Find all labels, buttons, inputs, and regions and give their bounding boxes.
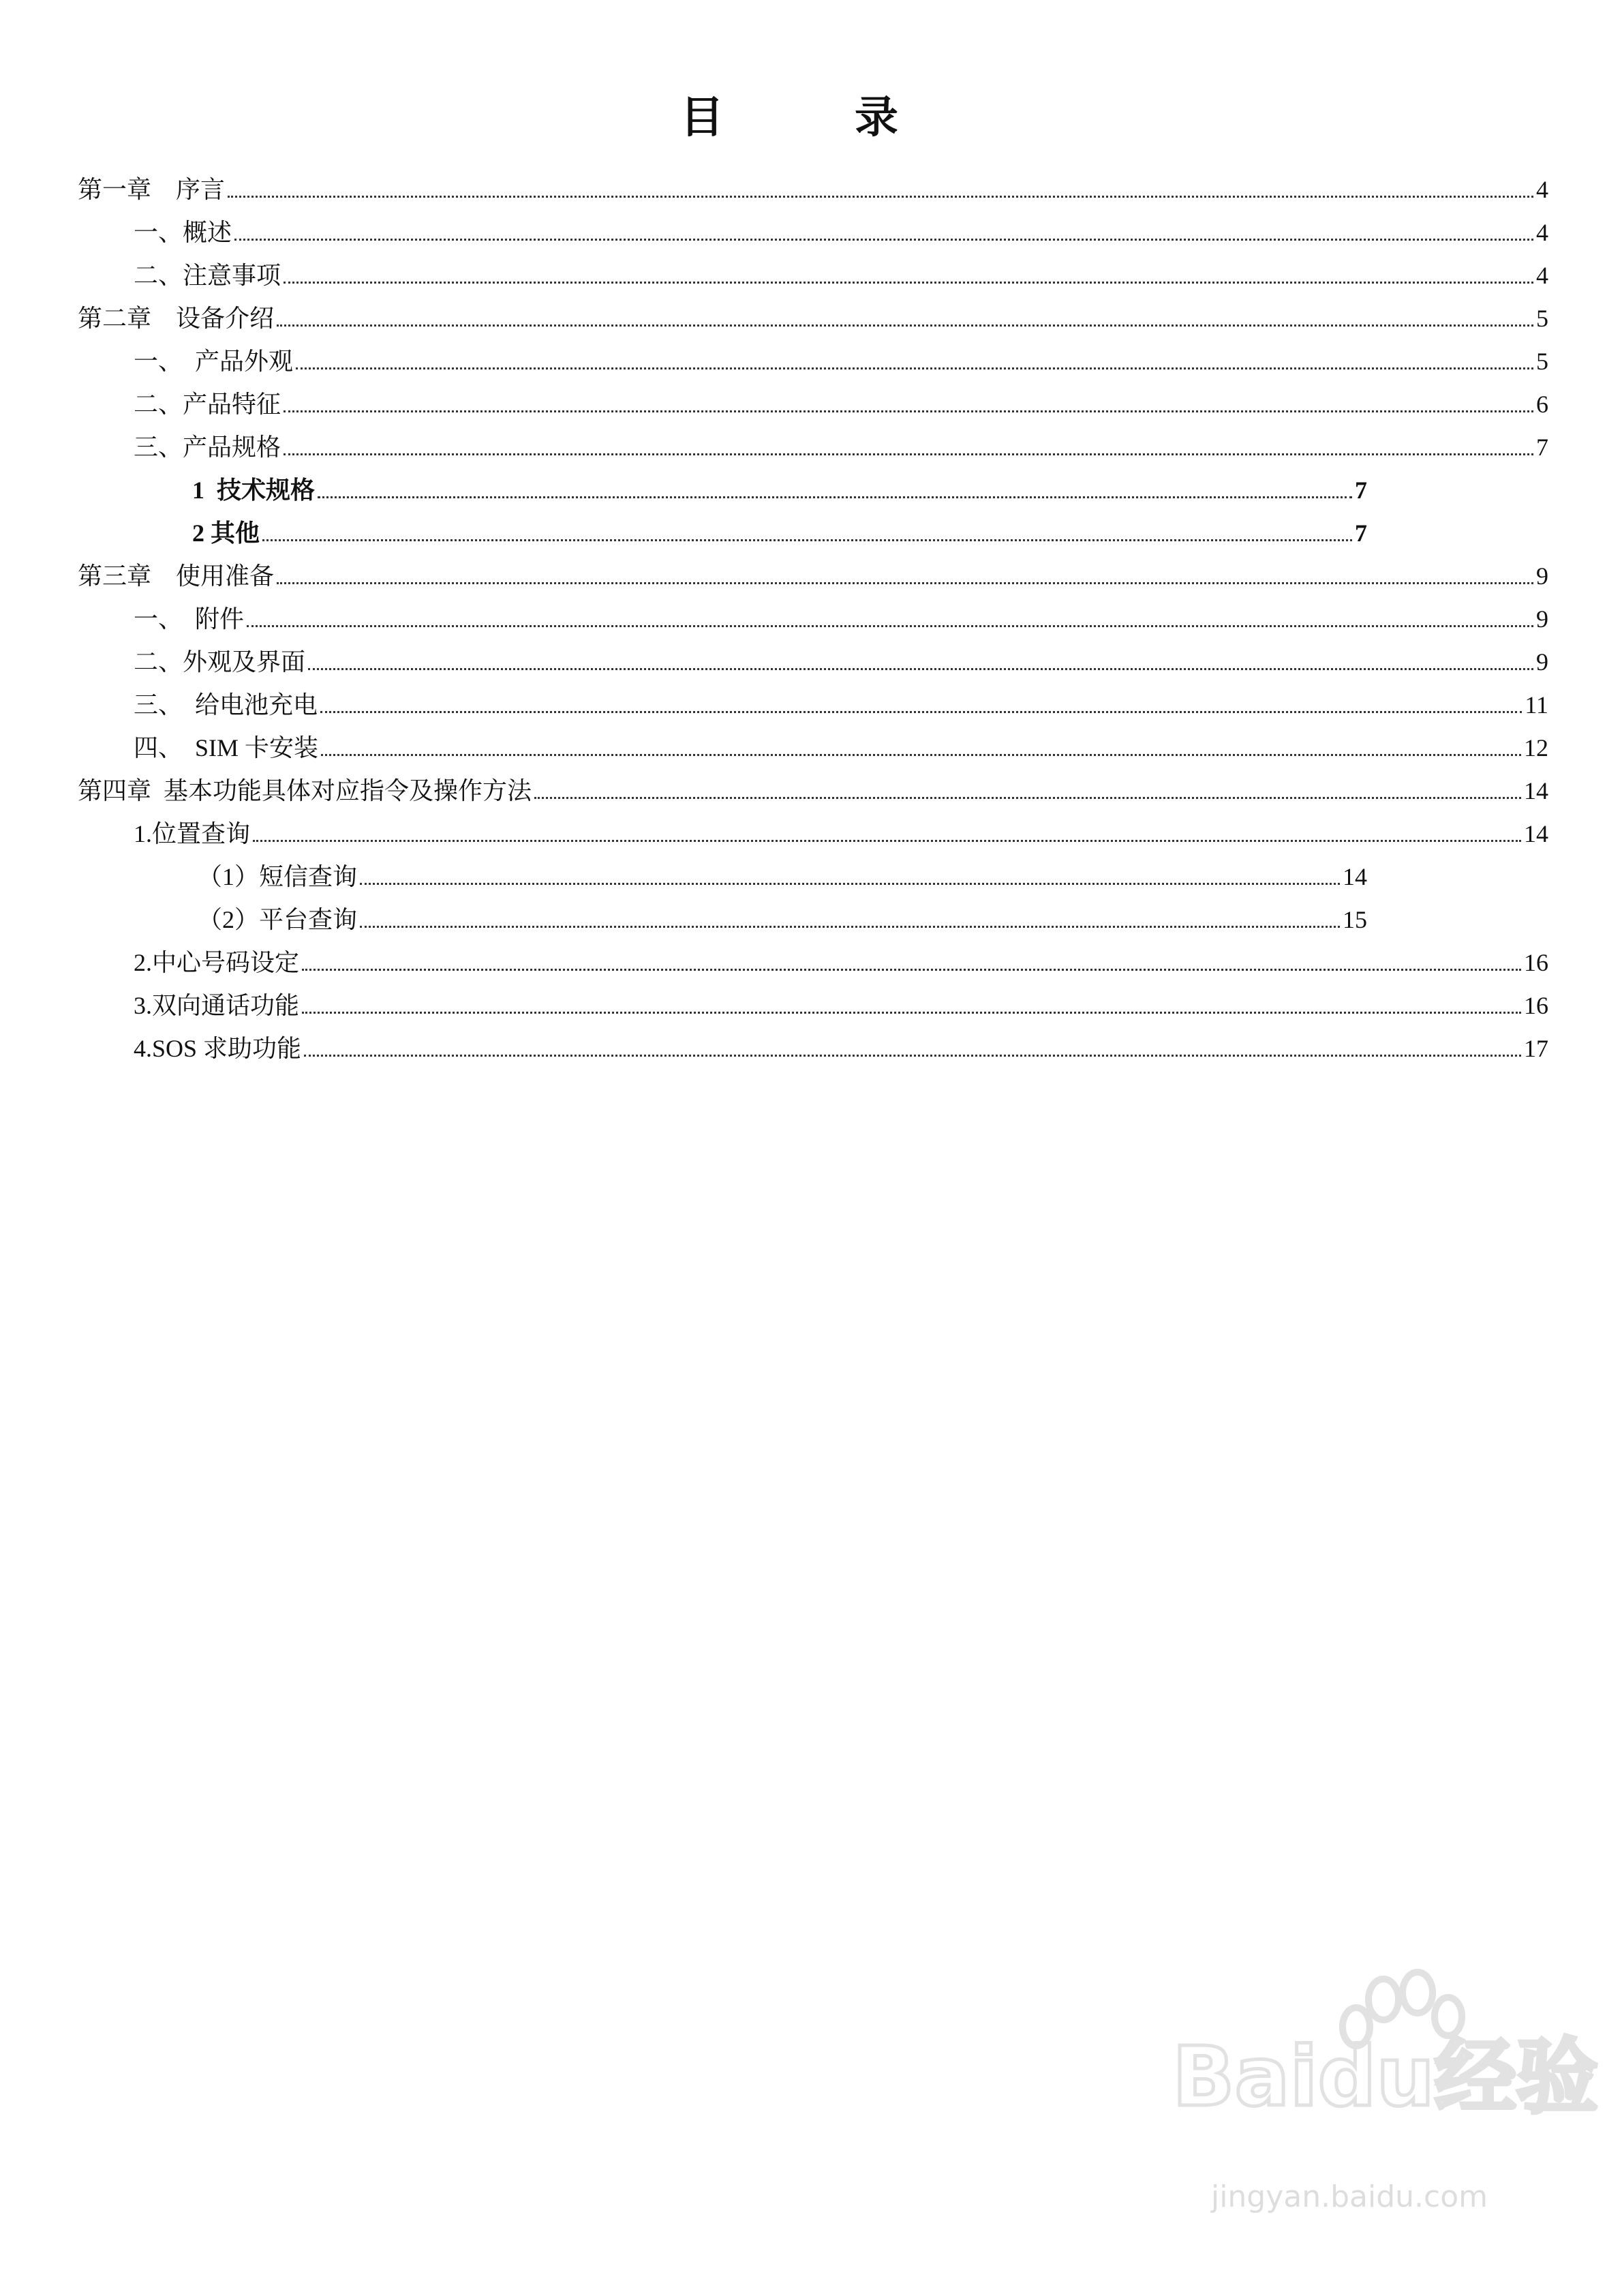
toc-entry-page: 17 (1524, 1035, 1548, 1062)
toc-dot-leader (247, 625, 1533, 627)
toc-entry-page: 5 (1536, 348, 1548, 375)
toc-entry-label: 二、外观及界面 (134, 648, 306, 676)
toc-entry-label: 第二章 设备介绍 (78, 305, 275, 332)
toc-dot-leader (284, 282, 1533, 284)
toc-entry-label: （1）短信查询 (198, 863, 358, 890)
toc-entry-page: 14 (1524, 777, 1548, 804)
toc-entry-label: 二、产品特征 (134, 391, 281, 418)
toc-entry[interactable] (192, 466, 1367, 505)
toc-dot-leader (321, 754, 1521, 756)
toc-entry[interactable] (134, 423, 1548, 462)
toc-title: 目 录 (680, 93, 942, 142)
toc-entry-label: 4.SOS 求助功能 (134, 1035, 302, 1062)
toc-entry-page: 7 (1355, 477, 1367, 504)
toc-dot-leader (302, 969, 1521, 971)
toc-entry[interactable] (134, 208, 1548, 247)
toc-entry-page: 16 (1524, 992, 1548, 1019)
baidu-jingyan-watermark (1159, 1969, 1598, 2214)
toc-entry[interactable] (134, 938, 1548, 978)
toc-entry[interactable] (134, 251, 1548, 290)
toc-entry[interactable] (198, 852, 1367, 892)
toc-dot-leader (284, 410, 1533, 412)
toc-entry[interactable] (134, 380, 1548, 419)
toc-entry-label: 3.双向通话功能 (134, 992, 300, 1019)
toc-dot-leader (360, 926, 1340, 928)
toc-entry[interactable] (134, 1024, 1548, 1063)
toc-entry-page: 6 (1536, 391, 1548, 418)
toc-entry-page: 15 (1343, 906, 1367, 933)
baidu-jingyan-logo-text: Baidu经验 (1172, 2030, 1598, 2125)
toc-entry-label: 1 技术规格 (192, 477, 316, 504)
toc-dot-leader (277, 324, 1533, 327)
toc-entry-page: 5 (1536, 305, 1548, 332)
toc-entry[interactable] (198, 895, 1367, 935)
toc-entry-label: 2 其他 (192, 519, 260, 547)
toc-entry-page: 9 (1536, 648, 1548, 676)
toc-dot-leader (277, 582, 1533, 584)
baidu-paw-logo-icon (1159, 1969, 1598, 2173)
toc-dot-leader (284, 453, 1533, 455)
toc-entry[interactable] (134, 637, 1548, 677)
toc-entry[interactable] (134, 723, 1548, 763)
toc-entry[interactable] (134, 337, 1548, 376)
toc-entry-label: 一、 附件 (134, 605, 245, 633)
toc-entry[interactable] (78, 294, 1548, 333)
toc-entry-label: 第一章 序言 (78, 176, 226, 203)
toc-entry-page: 9 (1536, 562, 1548, 590)
toc-entry[interactable] (78, 552, 1548, 591)
toc-entry-label: 第四章 基本功能具体对应指令及操作方法 (78, 777, 532, 804)
toc-dot-leader (234, 239, 1533, 241)
toc-entry-page: 7 (1355, 519, 1367, 547)
toc-entry-page: 4 (1536, 219, 1548, 246)
watermark-url: jingyan.baidu.com (1210, 2179, 1488, 2214)
toc-dot-leader (228, 196, 1533, 198)
toc-entry-label: 二、注意事项 (134, 262, 281, 289)
toc-dot-leader (318, 496, 1352, 498)
toc-entry-page: 16 (1524, 949, 1548, 976)
toc-dot-leader (534, 797, 1521, 799)
toc-entry[interactable] (134, 981, 1548, 1021)
toc-entry-page: 7 (1536, 434, 1548, 461)
toc-entry[interactable] (192, 509, 1367, 548)
toc-entry[interactable] (134, 680, 1548, 720)
toc-entry-label: 2.中心号码设定 (134, 949, 300, 976)
toc-entry-label: 四、 SIM 卡安装 (134, 734, 319, 761)
toc-entry-label: 三、产品规格 (134, 434, 281, 461)
toc-entry-page: 9 (1536, 605, 1548, 633)
toc-dot-leader (360, 883, 1340, 885)
toc-entry-page: 11 (1525, 691, 1548, 719)
toc-dot-leader (262, 539, 1352, 541)
toc-entry-page: 4 (1536, 262, 1548, 289)
toc-entry[interactable] (78, 165, 1548, 205)
toc-entry-label: （2）平台查询 (198, 906, 358, 933)
toc-entry-label: 一、概述 (134, 219, 232, 246)
toc-entry-label: 第三章 使用准备 (78, 562, 275, 590)
toc-entry-label: 三、 给电池充电 (134, 691, 318, 719)
toc-entry-label: 1.位置查询 (134, 820, 251, 847)
toc-dot-leader (302, 1012, 1521, 1014)
toc-dot-leader (304, 1055, 1521, 1057)
toc-dot-leader (308, 668, 1533, 670)
toc-entry[interactable] (134, 809, 1548, 849)
toc-dot-leader (253, 840, 1521, 842)
toc-entry[interactable] (134, 594, 1548, 634)
toc-dot-leader (296, 367, 1533, 369)
toc-entry-label: 一、 产品外观 (134, 348, 294, 375)
toc-entry[interactable] (78, 766, 1548, 806)
toc-entry-page: 4 (1536, 176, 1548, 203)
toc-dot-leader (320, 711, 1522, 713)
toc-entry-page: 12 (1524, 734, 1548, 761)
toc-entry-page: 14 (1343, 863, 1367, 890)
toc-entry-page: 14 (1524, 820, 1548, 847)
